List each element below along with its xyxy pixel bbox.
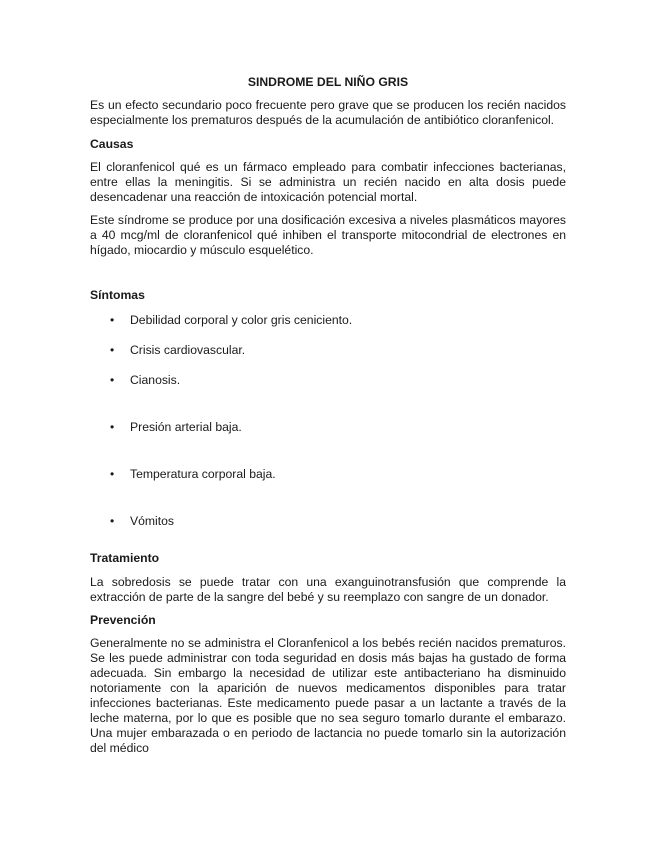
list-item-text: Presión arterial baja. [130, 420, 242, 434]
tratamiento-paragraph: La sobredosis se puede tratar con una exanguinotransfusión que comprende la extracción de parte de la sangre del bebé y su reemplazo con sangre de un donador. [90, 575, 566, 604]
list-item [110, 420, 242, 435]
intro-paragraph: Es un efecto secundario poco frecuente pero grave que se producen los recién nacidos especialmente los prematuros después de la acumulación de antibiótico cloranfenicol. [90, 98, 566, 127]
prevencion-paragraph: Generalmente no se administra el Cloranfenicol a los bebés recién nacidos prematuros. Se les puede administrar con toda seguridad en dosis más bajas ha gustado de forma adecuada. Sin embargo la necesidad de utilizar este antibacteriano ha disminuido notoriamente con la aparición de nuevos medicamentos disponibles para tratar infecciones bacterianas. Este medicamento puede pasar a un lactante a través de la leche materna, por lo que es posible que no sea seguro tomarlo durante el embarazo. Una mujer embarazada o en periodo de lactancia no puede tomarlo sin la autorización del médico [90, 636, 566, 755]
bullet-icon: • [110, 467, 115, 481]
list-item [110, 313, 352, 328]
causas-paragraph-2: Este síndrome se produce por una dosificación excesiva a niveles plasmáticos mayores a 40 mcg/ml de cloranfenicol qué inhiben el transporte mitocondrial de electrones en hígado, miocardio y músculo esquelético. [90, 213, 566, 257]
bullet-icon: • [110, 373, 115, 387]
list-item [110, 514, 174, 529]
list-item-text: Cianosis. [130, 373, 181, 387]
sintomas-heading: Síntomas [90, 288, 145, 302]
list-item-text: Crisis cardiovascular. [130, 343, 246, 357]
list-item [110, 343, 245, 358]
prevencion-heading: Prevención [90, 613, 156, 627]
list-item-text: Temperatura corporal baja. [130, 467, 276, 481]
bullet-icon: • [110, 343, 115, 357]
list-item-text: Debilidad corporal y color gris ceniciento. [130, 313, 353, 327]
causas-heading: Causas [90, 137, 134, 151]
list-item-text: Vómitos [130, 514, 175, 528]
bullet-icon: • [110, 514, 115, 528]
causas-paragraph-1: El cloranfenicol qué es un fármaco empleado para combatir infecciones bacterianas, entre ellas la meningitis. Si se administra un recién nacido en alta dosis puede desencadenar una reacción de intoxicación potencial mortal. [90, 160, 566, 204]
bullet-icon: • [110, 420, 115, 434]
bullet-icon: • [110, 313, 115, 327]
list-item [110, 467, 276, 482]
document-title: SINDROME DEL NIÑO GRIS [247, 75, 409, 89]
tratamiento-heading: Tratamiento [90, 551, 160, 565]
list-item [110, 373, 180, 388]
